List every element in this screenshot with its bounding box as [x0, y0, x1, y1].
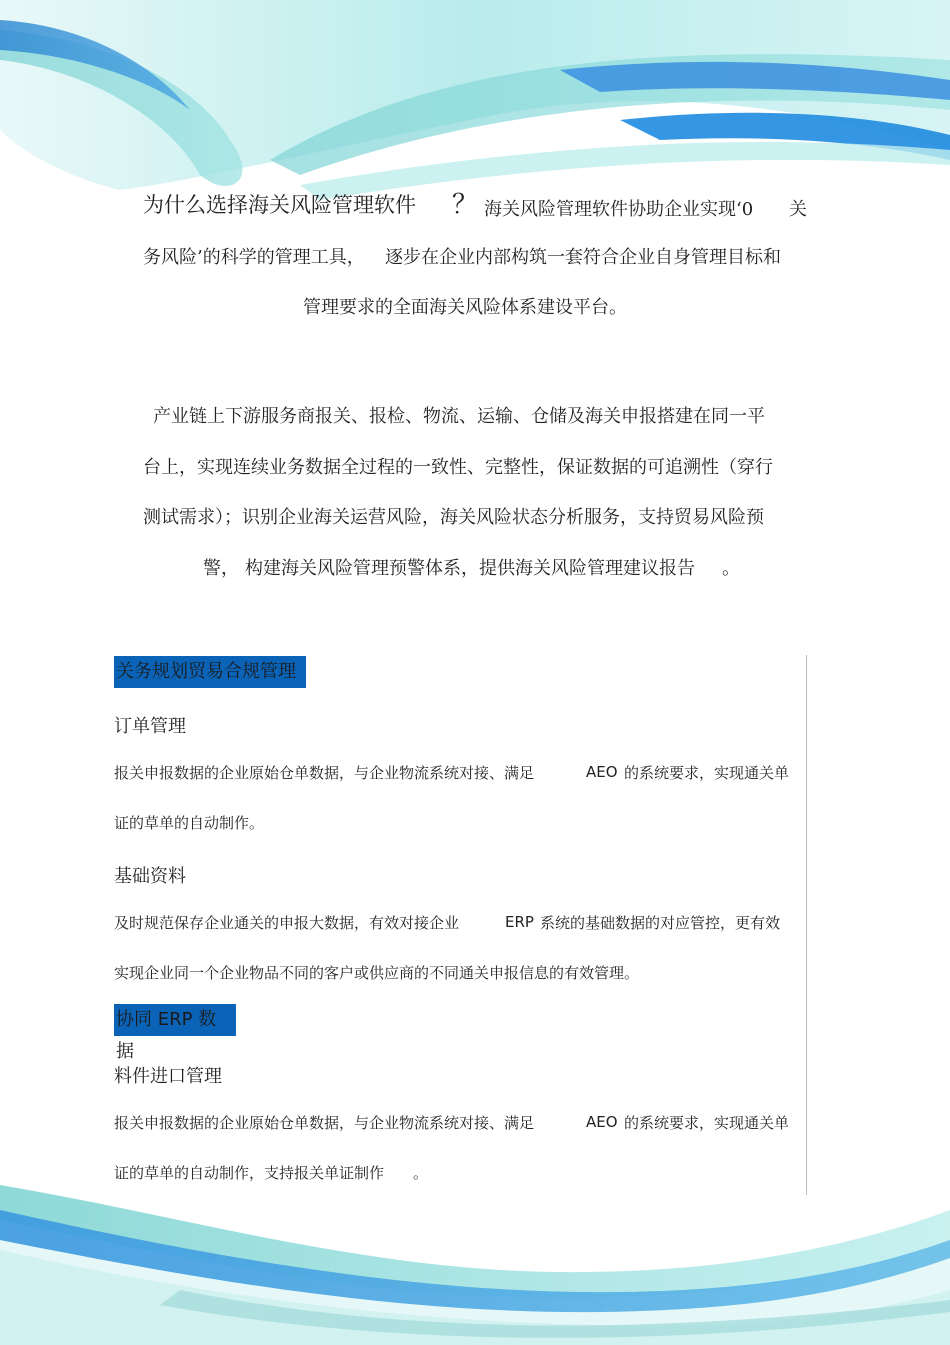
- paragraph2-line1: 产业链上下游服务商报关、报检、物流、运输、仓储及海关申报搭建在同一平: [153, 406, 765, 427]
- import-management-term-aeo: AEO: [586, 1113, 618, 1131]
- intro-question-mark: ？: [452, 190, 479, 220]
- base-data-line1-rest: 系统的基础数据的对应管控，更有效: [540, 914, 781, 932]
- import-management-line1-rest: 的系统要求，实现通关单: [624, 1114, 790, 1132]
- intro-line2-text: 务风险’的科学的管理工具，: [143, 247, 365, 268]
- content-right-border: [806, 655, 807, 1195]
- paragraph2-line4-end: 。: [722, 558, 740, 579]
- section-tag-trade-compliance: 关务规划贸易合规管理: [114, 656, 306, 688]
- base-data-line1: 及时规范保存企业通关的申报大数据，有效对接企业: [114, 914, 460, 932]
- item-title-order-management: 订单管理: [114, 716, 186, 737]
- order-management-line1: 报关申报数据的企业原始仓单数据，与企业物流系统对接、满足: [114, 764, 535, 782]
- base-data-line2: 实现企业同一个企业物品不同的客户或供应商的不同通关申报信息的有效管理。: [114, 964, 640, 982]
- order-management-term-aeo: AEO: [586, 763, 618, 781]
- intro-heading: 为什么选择海关风险管理软件: [143, 193, 416, 217]
- intro-line1-text: 海关风险管理软件协助企业实现‘0: [484, 199, 754, 220]
- base-data-term-erp: ERP: [505, 913, 534, 931]
- section-tag-prefix: 协同: [116, 1009, 152, 1030]
- intro-line1-end: 关: [789, 199, 807, 220]
- paragraph2-line2: 台上，实现连续业务数据全过程的一致性、完整性，保证数据的可追溯性（穿行: [143, 457, 773, 478]
- intro-line2-rest: 逐步在企业内部构筑一套符合企业自身管理目标和: [385, 247, 781, 268]
- bottom-wave-decoration: [0, 1180, 950, 1345]
- section-tag-suffix: 数据: [116, 1009, 217, 1062]
- order-management-line1-rest: 的系统要求，实现通关单: [624, 764, 790, 782]
- section-tag-term: ERP: [157, 1009, 193, 1030]
- import-management-line2: 证的草单的自动制作，支持报关单证制作: [114, 1164, 385, 1182]
- item-title-base-data: 基础资料: [114, 866, 186, 887]
- paragraph2-line4-start: 警，: [203, 558, 239, 579]
- section-tag-erp-collaboration: [114, 1004, 236, 1062]
- paragraph2-line3: 测试需求）；识别企业海关运营风险，海关风险状态分析服务，支持贸易风险预: [143, 507, 764, 528]
- item-title-import-management: 料件进口管理: [114, 1066, 222, 1087]
- order-management-line2: 证的草单的自动制作。: [114, 814, 265, 832]
- intro-line3-text: 管理要求的全面海关风险体系建设平台。: [303, 297, 627, 318]
- paragraph2-line4-text: 构建海关风险管理预警体系，提供海关风险管理建议报告: [245, 558, 695, 579]
- import-management-line2-end: 。: [413, 1164, 429, 1182]
- top-wave-decoration: [0, 0, 950, 215]
- import-management-line1: 报关申报数据的企业原始仓单数据，与企业物流系统对接、满足: [114, 1114, 535, 1132]
